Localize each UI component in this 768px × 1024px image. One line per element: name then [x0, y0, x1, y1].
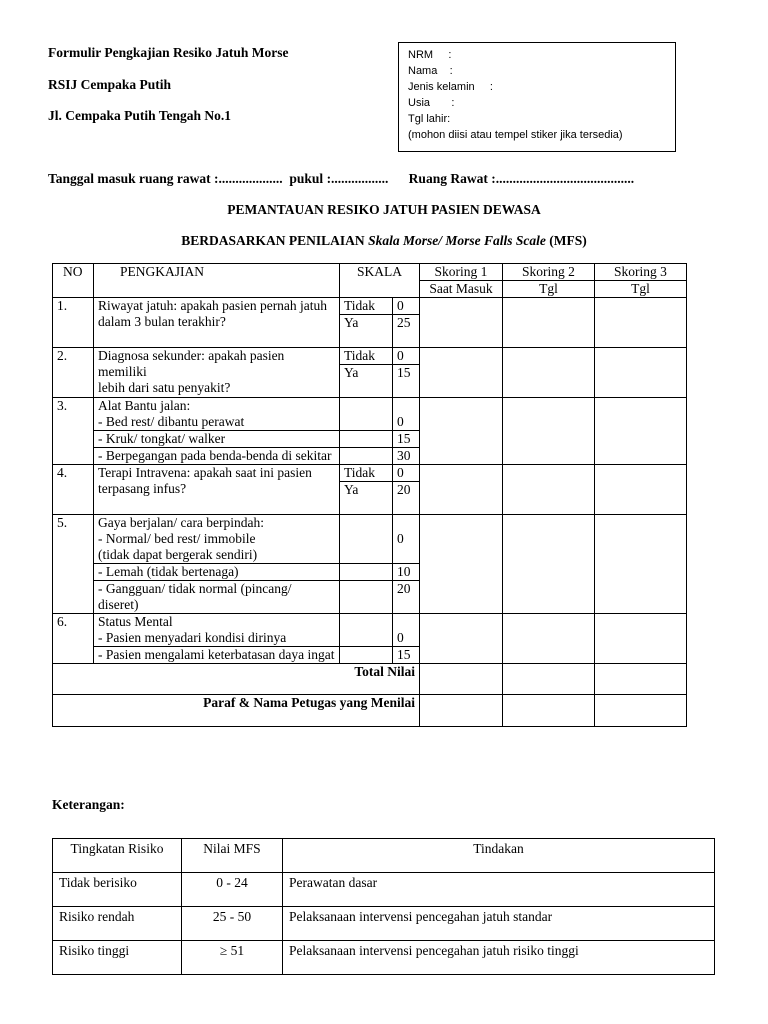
header-nilai: Nilai MFS: [182, 839, 283, 873]
row-description: [94, 515, 340, 564]
score-cell-2[interactable]: [503, 515, 595, 614]
sub-item: - Gangguan/ tidak normal (pincang/ diseret): [94, 581, 340, 614]
sub-item: - Berpegangan pada benda-benda di sekitar: [94, 448, 340, 465]
option-value: 30: [393, 448, 420, 465]
sub-title: [0, 233, 768, 249]
paraf-label: Paraf & Nama Petugas yang Menilai: [53, 695, 420, 727]
option-label: Ya: [340, 482, 393, 515]
table-row: [53, 515, 687, 564]
risk-header-row: [53, 839, 715, 873]
score-cell-3[interactable]: [595, 465, 687, 515]
option-label: Tidak: [340, 348, 393, 365]
sub-item: - Pasien mengalami keterbatasan daya ingat: [94, 647, 340, 664]
header-tgl-3: Tgl: [595, 281, 687, 298]
option-label: [340, 614, 393, 647]
table-row: [53, 614, 687, 647]
score-cell-1[interactable]: [420, 298, 503, 348]
header-tindakan: Tindakan: [283, 839, 715, 873]
action: Pelaksanaan intervensi pencegahan jatuh standar: [283, 907, 715, 941]
table-row: [53, 465, 687, 482]
risk-level: Risiko tinggi: [53, 941, 182, 975]
header-no: NO: [53, 264, 94, 298]
total-cell-2[interactable]: [503, 664, 595, 695]
patient-info-box[interactable]: [398, 42, 676, 152]
jenis-kelamin-field: Jenis kelamin :: [408, 81, 493, 93]
total-cell-3[interactable]: [595, 664, 687, 695]
option-value: 10: [393, 564, 420, 581]
admission-line: Tanggal masuk ruang rawat :................... pukul :................. Ruang Rawat :.........................................: [48, 171, 635, 186]
table-row: [53, 348, 687, 365]
score-cell-2[interactable]: [503, 398, 595, 465]
tgl-lahir-field: Tgl lahir:: [408, 113, 451, 125]
total-cell-1[interactable]: [420, 664, 503, 695]
nrm-field: NRM :: [408, 49, 452, 61]
risk-level: Risiko rendah: [53, 907, 182, 941]
score-cell-1[interactable]: [420, 398, 503, 465]
option-value: 0: [393, 515, 420, 564]
option-value: 25: [393, 315, 420, 348]
header-skoring-2: Skoring 2: [503, 264, 595, 281]
assessment-table: [52, 263, 687, 727]
score-cell-1[interactable]: [420, 348, 503, 398]
option-value: 15: [393, 431, 420, 448]
option-value: 15: [393, 365, 420, 398]
score-cell-1[interactable]: [420, 614, 503, 664]
option-label: Ya: [340, 315, 393, 348]
sub-title-italic: Skala Morse/ Morse Falls Scale: [368, 233, 546, 248]
mfs-range: 25 - 50: [182, 907, 283, 941]
row-description: Diagnosa sekunder: apakah pasien memiliki lebih dari satu penyakit?: [94, 348, 340, 398]
total-label: Total Nilai: [53, 664, 420, 695]
option-label: [340, 398, 393, 431]
header-tingkatan: Tingkatan Risiko: [53, 839, 182, 873]
header-pengkajian: PENGKAJIAN: [94, 264, 340, 298]
table-row: [53, 398, 687, 431]
row-description: Riwayat jatuh: apakah pasien pernah jatuh dalam 3 bulan terakhir?: [94, 298, 340, 348]
option-label: [340, 515, 393, 564]
table-header-row: [53, 264, 687, 281]
sub-item: - Pasien menyadari kondisi dirinya: [98, 630, 287, 645]
row-no: 2.: [53, 348, 94, 398]
row-description: [94, 614, 340, 647]
score-cell-2[interactable]: [503, 614, 595, 664]
hospital-address: Jl. Cempaka Putih Tengah No.1: [48, 108, 232, 123]
nama-field: Nama :: [408, 65, 453, 77]
option-label: [340, 647, 393, 664]
sub-item: - Bed rest/ dibantu perawat: [98, 414, 245, 429]
row-no: 1.: [53, 298, 94, 348]
score-cell-1[interactable]: [420, 515, 503, 614]
row-heading: Status Mental: [98, 614, 173, 629]
option-label: [340, 564, 393, 581]
sub-item: - Lemah (tidak bertenaga): [94, 564, 340, 581]
option-value: 20: [393, 482, 420, 515]
option-label: Tidak: [340, 465, 393, 482]
option-value: 0: [393, 298, 420, 315]
sub-item: - Kruk/ tongkat/ walker: [94, 431, 340, 448]
paraf-cell-2[interactable]: [503, 695, 595, 727]
option-label: [340, 448, 393, 465]
score-cell-2[interactable]: [503, 465, 595, 515]
row-heading: Gaya berjalan/ cara berpindah:: [98, 515, 265, 530]
option-label: Ya: [340, 365, 393, 398]
header-saat-masuk: Saat Masuk: [420, 281, 503, 298]
row-no: 6.: [53, 614, 94, 664]
row-description: [94, 398, 340, 431]
score-cell-3[interactable]: [595, 398, 687, 465]
score-cell-2[interactable]: [503, 348, 595, 398]
main-title: PEMANTAUAN RESIKO JATUH PASIEN DEWASA: [227, 202, 541, 217]
header-skala: SKALA: [340, 264, 420, 298]
risk-row: [53, 941, 715, 975]
risk-level: Tidak berisiko: [53, 873, 182, 907]
paraf-cell-1[interactable]: [420, 695, 503, 727]
paraf-cell-3[interactable]: [595, 695, 687, 727]
total-row: [53, 664, 687, 695]
option-value: 0: [393, 465, 420, 482]
mfs-range: 0 - 24: [182, 873, 283, 907]
table-row: [53, 298, 687, 315]
keterangan-title: Keterangan:: [52, 797, 125, 812]
row-no: 5.: [53, 515, 94, 614]
option-value: 20: [393, 581, 420, 614]
option-value: 0: [393, 398, 420, 431]
score-cell-3[interactable]: [595, 348, 687, 398]
header-skoring-1: Skoring 1: [420, 264, 503, 281]
option-value: 0: [393, 348, 420, 365]
row-no: 3.: [53, 398, 94, 465]
header-tgl-2: Tgl: [503, 281, 595, 298]
risk-row: [53, 907, 715, 941]
action: Pelaksanaan intervensi pencegahan jatuh risiko tinggi: [283, 941, 715, 975]
option-label: [340, 431, 393, 448]
option-value: 15: [393, 647, 420, 664]
option-label: [340, 581, 393, 614]
risk-row: [53, 873, 715, 907]
option-label: Tidak: [340, 298, 393, 315]
header-skoring-3: Skoring 3: [595, 264, 687, 281]
mfs-range: ≥ 51: [182, 941, 283, 975]
row-description: Terapi Intravena: apakah saat ini pasien terpasang infus?: [94, 465, 340, 515]
score-cell-2[interactable]: [503, 298, 595, 348]
score-cell-3[interactable]: [595, 614, 687, 664]
row-heading: Alat Bantu jalan:: [98, 398, 191, 413]
sub-item: - Normal/ bed rest/ immobile (tidak dapat bergerak sendiri): [98, 531, 258, 562]
score-cell-3[interactable]: [595, 515, 687, 614]
paraf-row: [53, 695, 687, 727]
sticker-note: (mohon diisi atau tempel stiker jika tersedia): [408, 129, 623, 141]
sub-title-suffix: (MFS): [545, 233, 587, 248]
option-value: 0: [393, 614, 420, 647]
sub-title-prefix: BERDASARKAN PENILAIAN: [181, 233, 369, 248]
score-cell-1[interactable]: [420, 465, 503, 515]
score-cell-3[interactable]: [595, 298, 687, 348]
action: Perawatan dasar: [283, 873, 715, 907]
usia-field: Usia :: [408, 97, 455, 109]
row-no: 4.: [53, 465, 94, 515]
form-title: Formulir Pengkajian Resiko Jatuh Morse: [48, 45, 289, 60]
hospital-name: RSIJ Cempaka Putih: [48, 77, 172, 92]
risk-level-table: [52, 838, 715, 975]
